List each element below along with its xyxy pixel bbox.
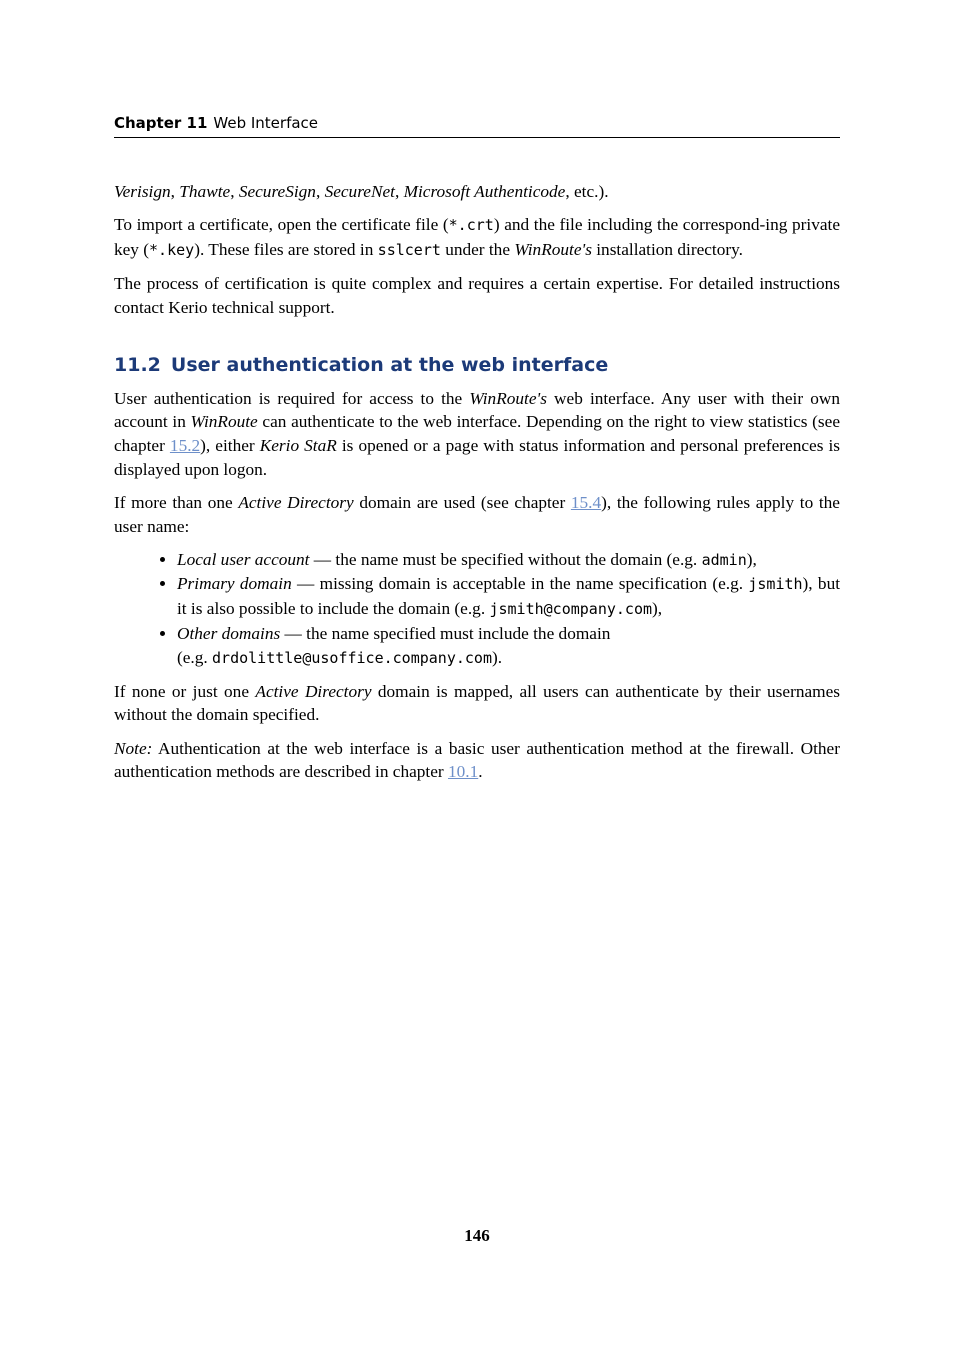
code-text: sslcert [377, 240, 441, 259]
emphasis-text: Primary domain [177, 574, 292, 594]
emphasis-text: Active Directory [255, 681, 372, 701]
paragraph-certification-process [114, 272, 840, 319]
header-section-title: Web Interface [213, 114, 319, 132]
text-run: ), [746, 549, 757, 569]
text-run: ), but it is also possible to include the domain (e.g. [177, 574, 841, 619]
text-run: ), either [200, 435, 260, 455]
list-item-local-account [177, 548, 840, 573]
list-item-primary-domain [177, 572, 840, 621]
text-run: — missing domain is acceptable in the name specification (e.g. [291, 574, 749, 594]
text-run: , etc.). [565, 182, 609, 201]
text-run: is opened or a page with status information and personal preferences is displayed upon logon. [114, 435, 841, 479]
chapter-reference-link[interactable]: 10.1 [447, 762, 479, 782]
paragraph-user-auth-intro [114, 387, 840, 482]
code-text: *.key [149, 240, 195, 259]
header-chapter: Chapter 11 [114, 114, 208, 132]
text-run: domain are used (see chapter [353, 492, 571, 512]
emphasis-text: Active Directory [238, 492, 354, 512]
text-run: ), the following rules apply to the user name: [114, 492, 840, 536]
emphasis-text: Verisign [114, 182, 171, 201]
text-run: ) and the file including the correspond-ing private key ( [114, 215, 840, 259]
code-text: drdolittle@usoffice.company.com [212, 648, 492, 667]
text-run: Authentication at the web interface is a basic user authentication method at the firewall. Other authentication methods are described in chapter [114, 738, 840, 782]
text-run: — the name specified must include the domain [280, 623, 611, 643]
document-body [114, 180, 840, 794]
section-heading [114, 353, 840, 377]
paragraph-note [114, 737, 840, 784]
text-run: web interface. Any user with their own account in [114, 388, 840, 432]
paragraph-domain-rules [114, 491, 840, 538]
text-run: If none or just one [114, 681, 256, 701]
page-number: 146 [464, 1226, 490, 1245]
paragraph-cert-authorities [114, 180, 840, 204]
emphasis-text: Local user account [177, 549, 310, 569]
emphasis-text: Microsoft Authenticode [403, 182, 566, 201]
code-text: jsmith@company.com [489, 600, 653, 619]
emphasis-text: Thawte [179, 182, 231, 201]
emphasis-text: Kerio StaR [259, 435, 337, 455]
text-run: ). [492, 647, 503, 667]
text-run: installation directory. [591, 239, 743, 259]
emphasis-text: Other domains [177, 623, 281, 643]
text-run: To import a certificate, open the certificate file ( [114, 215, 449, 235]
section-title: User authentication at the web interface [170, 353, 609, 376]
text-run: domain is mapped, all users can authenticate by their usernames without the domain specified. [114, 681, 840, 725]
text-run: , [394, 182, 404, 201]
text-run: , [315, 182, 325, 201]
chapter-reference-link[interactable]: 15.4 [570, 492, 602, 512]
text-run: , [230, 182, 239, 201]
rules-list [114, 548, 840, 671]
code-text: admin [701, 550, 747, 569]
text-run: under the [440, 239, 515, 259]
code-text: *.crt [448, 216, 494, 235]
emphasis-text: Note: [114, 738, 153, 758]
text-run: can authenticate to the web interface. Depending on the right to view statistics (see chapter [114, 412, 840, 455]
code-text: jsmith [748, 575, 803, 594]
list-item-other-domains [177, 622, 840, 670]
emphasis-text: WinRoute [190, 412, 258, 432]
paragraph-mapped-domain [114, 680, 840, 727]
emphasis-text: WinRoute's [514, 239, 592, 259]
text-run: If more than one [114, 492, 239, 512]
text-run: ). These files are stored in [194, 239, 378, 259]
paragraph-import-certificate [114, 213, 840, 262]
text-run: ), [652, 599, 663, 619]
text-run: (e.g. [177, 647, 213, 667]
text-run: — the name must be specified without the domain (e.g. [309, 549, 702, 569]
text-run: . [478, 762, 483, 782]
chapter-reference-link[interactable]: 15.2 [169, 435, 201, 455]
text-run: , [170, 182, 180, 201]
text-run: The process of certification is quite complex and requires a certain expertise. For detailed instructions contact Kerio technical support. [114, 274, 840, 317]
emphasis-text: SecureNet [324, 182, 395, 201]
running-header [114, 114, 840, 138]
section-number: 11.2 [114, 353, 161, 376]
text-run: User authentication is required for access to the [114, 388, 470, 408]
emphasis-text: WinRoute's [469, 388, 547, 408]
emphasis-text: SecureSign [238, 182, 316, 201]
